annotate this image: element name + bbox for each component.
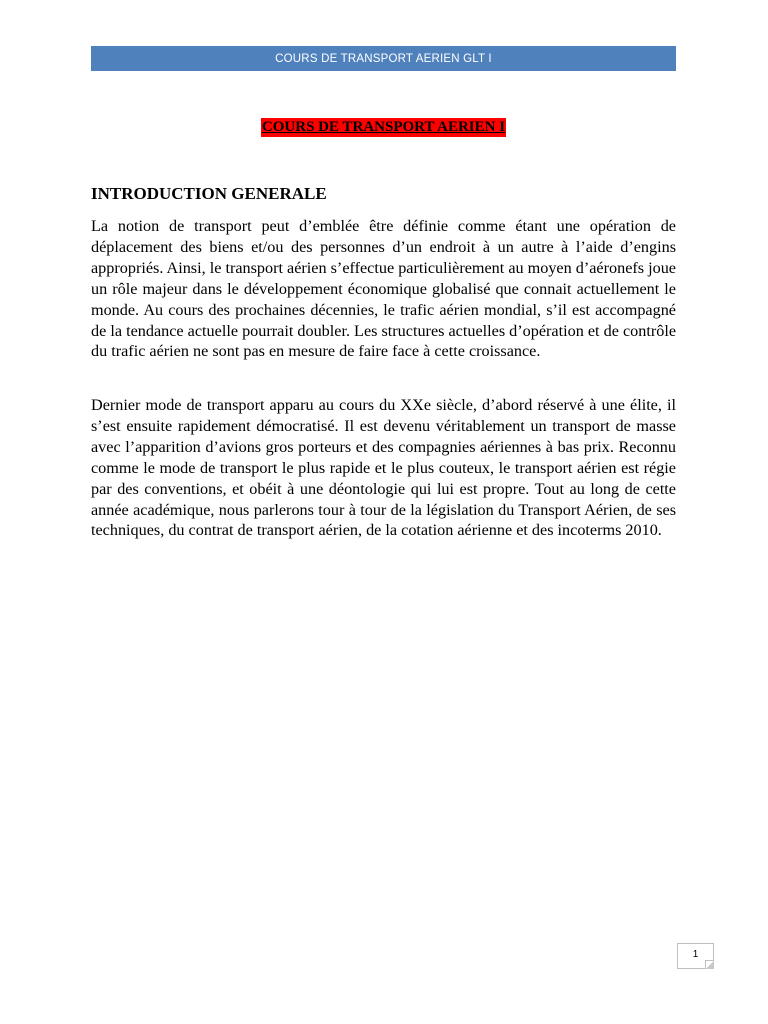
section-heading: INTRODUCTION GENERALE xyxy=(91,184,327,203)
page-number: 1 xyxy=(692,949,699,960)
document-title: COURS DE TRANSPORT AERIEN I xyxy=(261,119,506,135)
page-curl-icon xyxy=(705,960,714,969)
running-header-title: COURS DE TRANSPORT AERIEN GLT I xyxy=(275,52,492,65)
body-paragraph: Dernier mode de transport apparu au cours du XXe siècle, d’abord réservé à une élite, il s’est ensuite rapidement démocratisé. Il est devenu véritablement un transport de masse avec l’apparition d’avions gros porteurs et des compagnies aériennes à bas prix. Reconnu comme le mode de transport le plus rapide et le plus couteux, le transport aérien est régie par des conventions, et obéit à une déontologie qui lui est propre. Tout au long de cette année académique, nous parlerons tour à tour de la législation du Transport Aérien, de ses techniques, du contrat de transport aérien, de la cotation aérienne et des incoterms 2010. xyxy=(91,396,676,540)
running-header xyxy=(91,46,676,71)
document-title-container xyxy=(91,118,676,137)
page-number-box xyxy=(677,943,714,969)
body-paragraph: La notion de transport peut d’emblée être définie comme étant une opération de déplacement des biens et/ou des personnes d’un endroit à un autre à l’aide d’engins appropriés. Ainsi, le transport aérien s’effectue particulièrement au moyen d’aéronefs joue un rôle majeur dans le développement économique globalisé que connait actuellement le monde. Au cours des prochaines décennies, le trafic aérien mondial, s’il est accompagné de la tendance actuelle pourrait doubler. Les structures actuelles d’opération et de contrôle du trafic aérien ne sont pas en mesure de faire face à cette croissance. xyxy=(91,217,676,361)
